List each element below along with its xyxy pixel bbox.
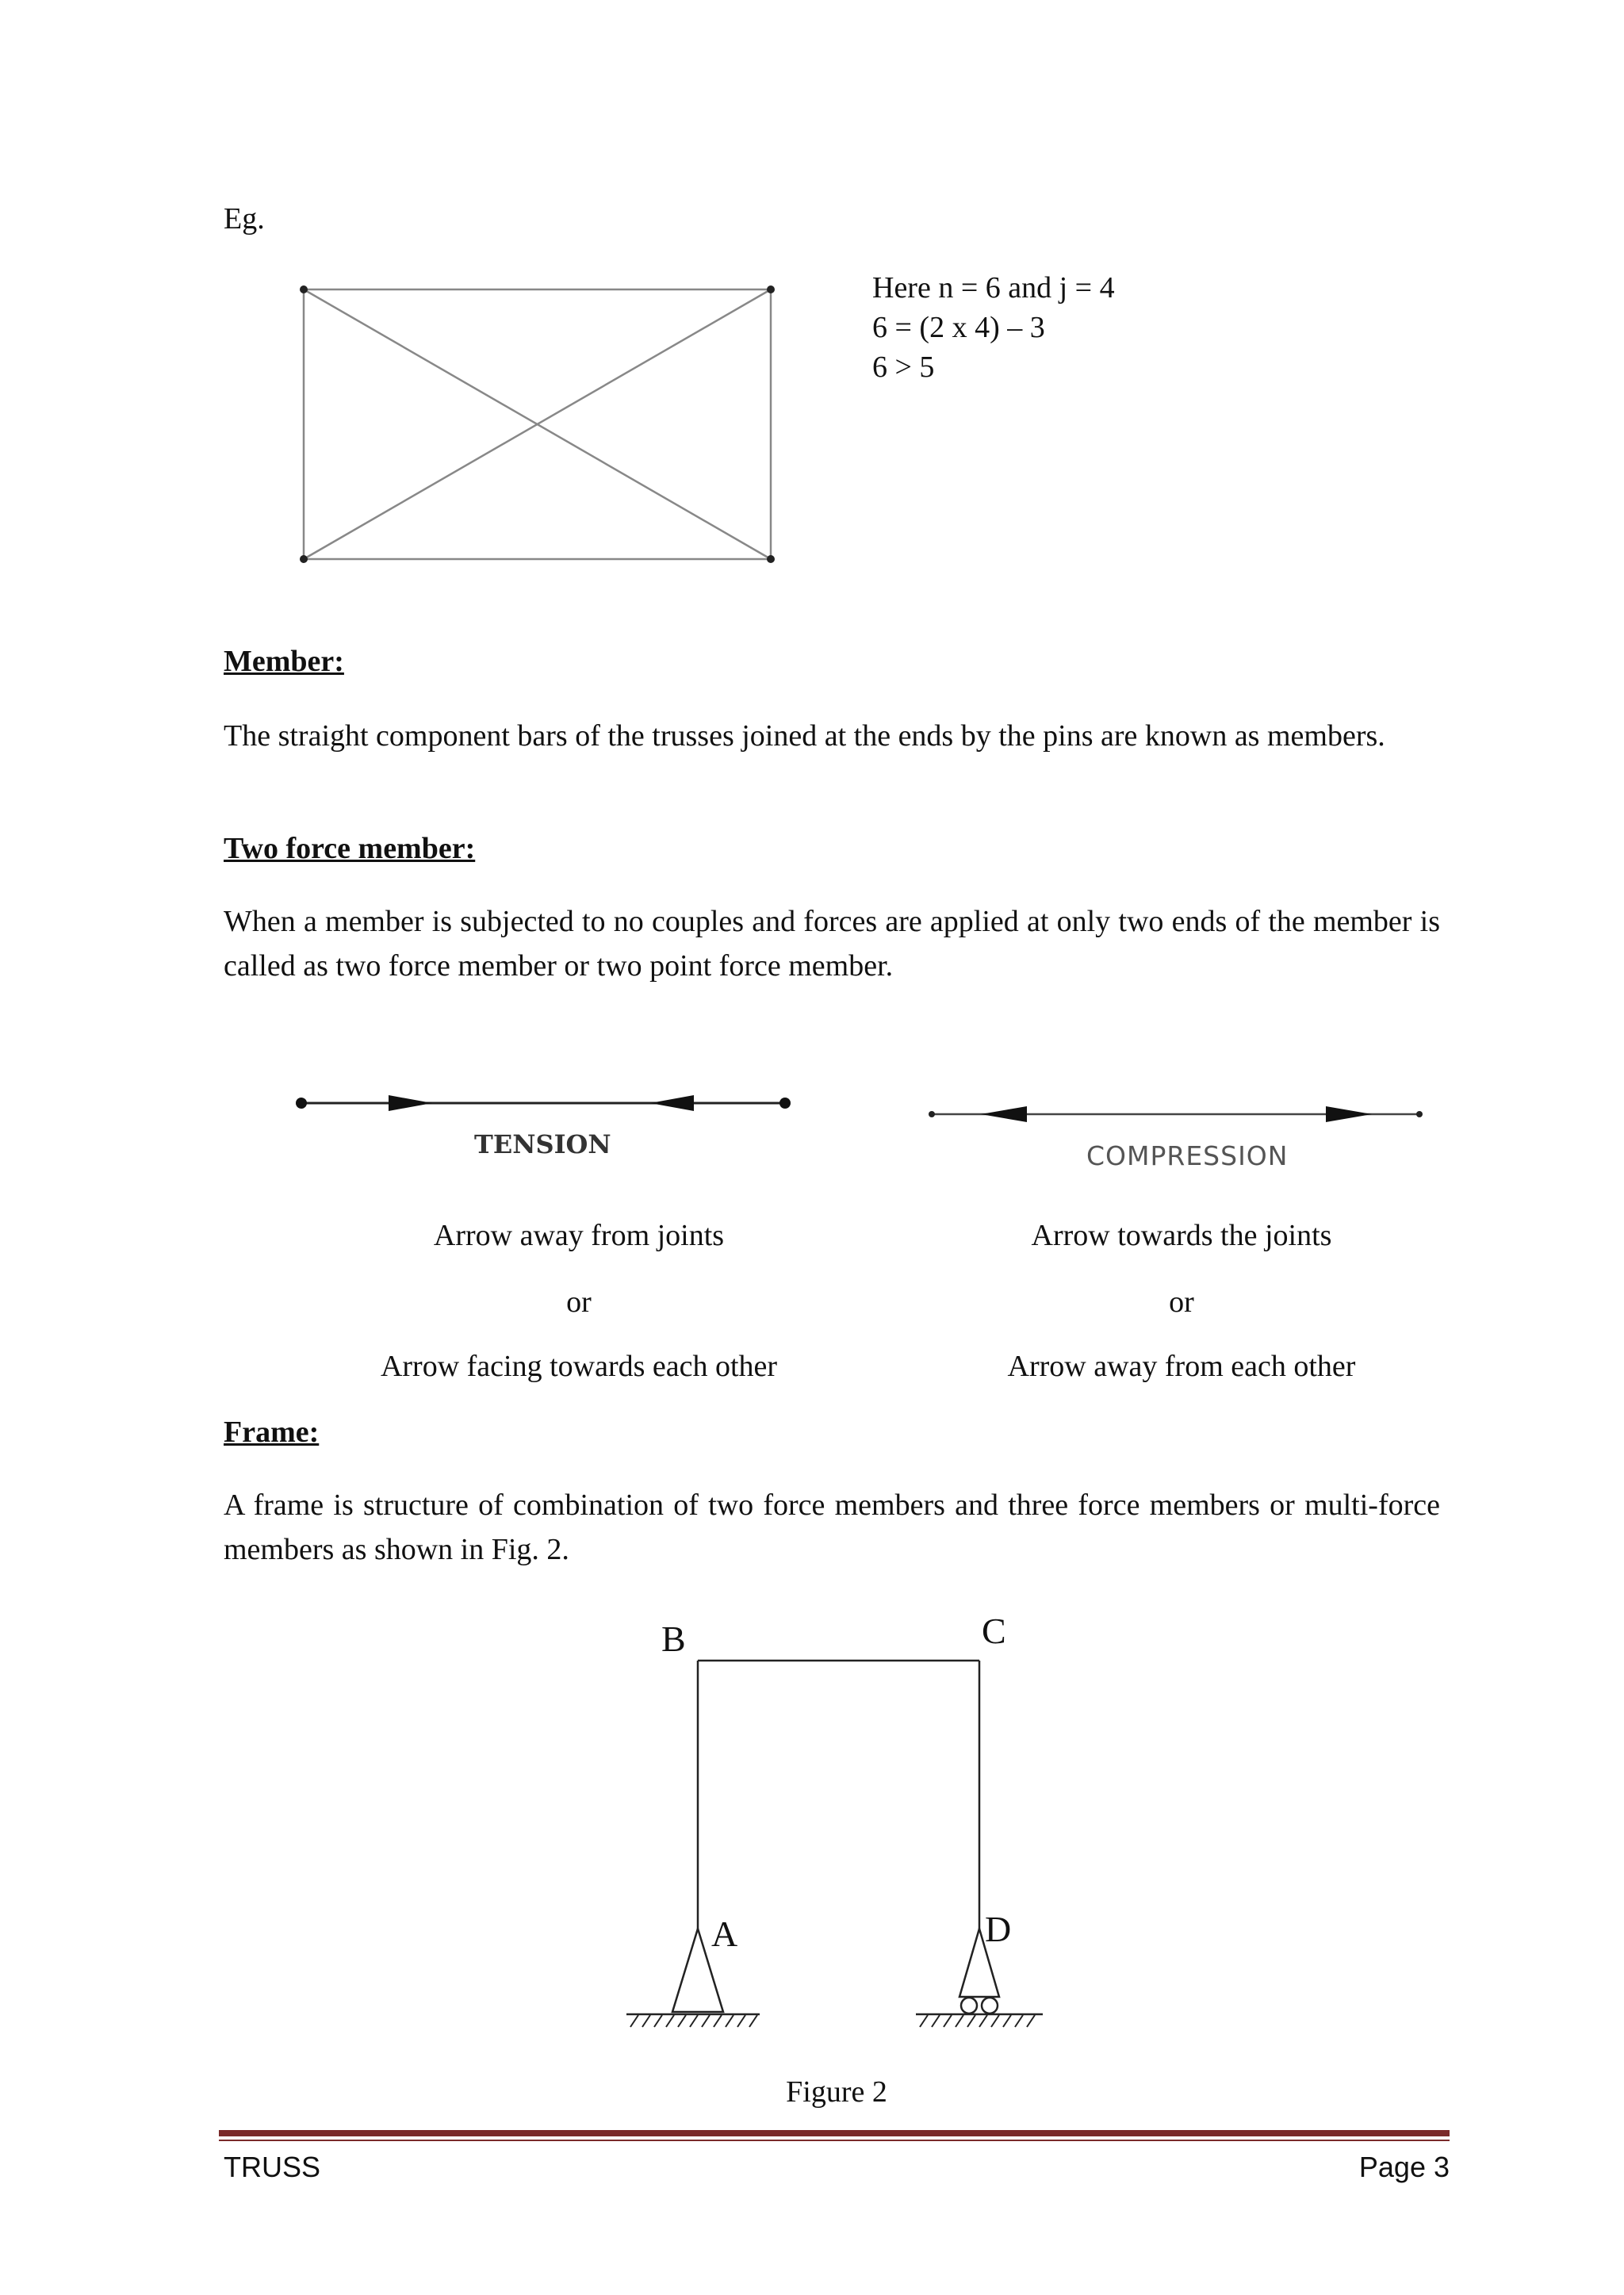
compression-label: COMPRESSION [1086,1140,1289,1171]
two-force-paragraph: When a member is subjected to no couples and forces are applied at only two ends of the member is called as two force member or two point force member. [224,905,1440,983]
frame-label-c: C [982,1611,1006,1651]
compression-desc-1: Arrow towards the joints [1031,1219,1332,1252]
tension-label: TENSION [474,1129,611,1159]
figure-2-caption: Figure 2 [786,2075,887,2109]
member-paragraph: The straight component bars of the trusses joined at the ends by the pins are known as members. [224,719,1385,753]
frame-paragraph: A frame is structure of combination of two force members and three force members or multi-force members as shown in Fig. 2. [224,1488,1440,1566]
equation-line-1: Here n = 6 and j = 4 [872,271,1115,305]
page-number: Page 3 [1358,2151,1450,2183]
member-heading: Member: [224,645,344,678]
frame-heading: Frame: [224,1416,320,1449]
equation-line-2: 6 = (2 x 4) – 3 [872,311,1045,344]
frame-label-b: B [661,1619,686,1659]
compression-desc-2: Arrow away from each other [1007,1350,1356,1383]
footer-rule-thin [219,2140,1450,2141]
tension-desc-2: Arrow facing towards each other [380,1350,778,1383]
frame-label-a: A [711,1914,738,1954]
tension-desc-1: Arrow away from joints [433,1219,725,1252]
tension-or: or [566,1285,592,1319]
compression-or: or [1169,1285,1194,1319]
equation-line-3: 6 > 5 [872,351,935,384]
ground-hatching [630,2015,1035,2027]
footer-title: TRUSS [224,2151,321,2183]
roller-wheel-right [982,1998,998,2013]
frame-label-d: D [985,1909,1012,1949]
example-label: Eg. [224,202,265,236]
footer-rule-thick [219,2130,1450,2136]
two-force-heading: Two force member: [224,832,476,865]
roller-wheel-left [961,1998,977,2013]
